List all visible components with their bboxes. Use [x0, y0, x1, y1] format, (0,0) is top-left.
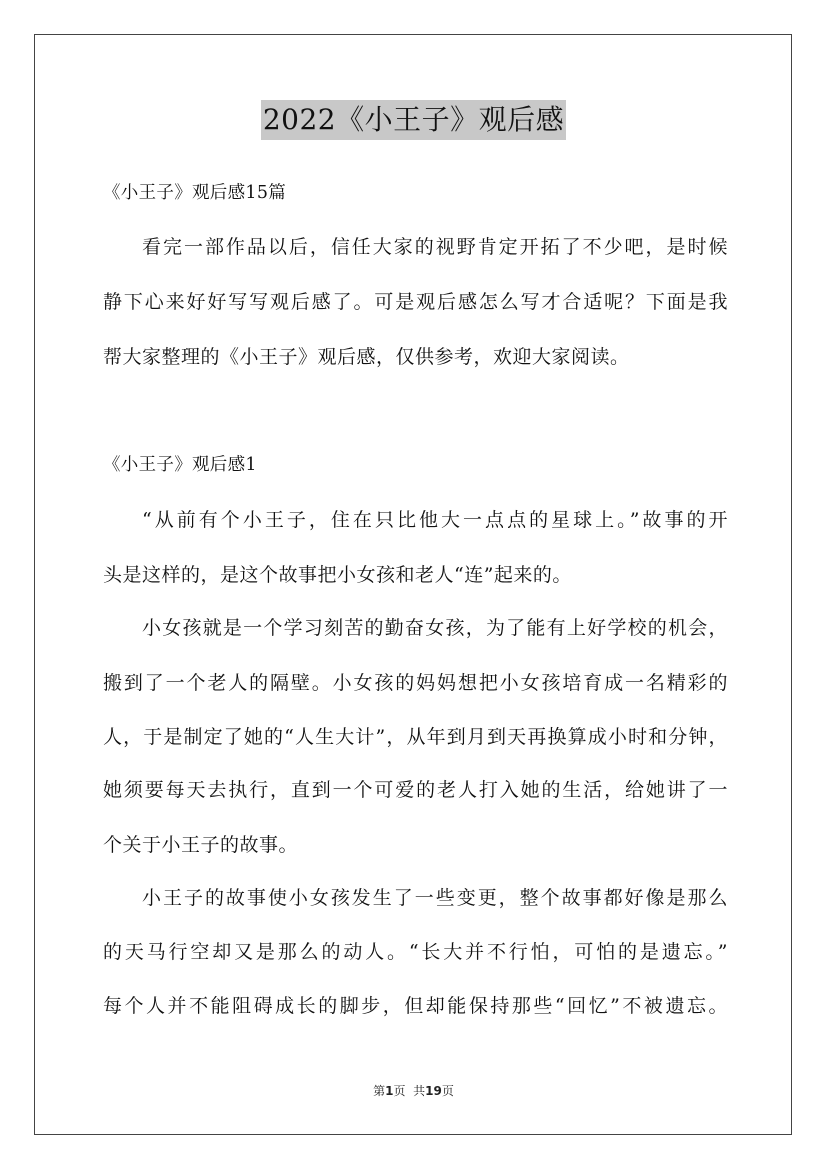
page-footer	[0, 1083, 827, 1099]
section-heading: 《小王子》观后感1	[103, 455, 257, 475]
para2-line-2: 搬到了一个老人的隔壁。小女孩的妈妈想把小女孩培育成一名精彩的	[103, 672, 728, 694]
page-suffix: 页	[393, 1084, 406, 1098]
document-title: 2022《小王子》观后感	[261, 100, 566, 140]
intro-line-3: 帮大家整理的《小王子》观后感，仅供参考，欢迎大家阅读。	[103, 346, 630, 368]
para1-line-1: “从前有个小王子，住在只比他大一点点的星球上。”故事的开	[142, 509, 728, 531]
title-container	[0, 100, 827, 140]
intro-line-2: 静下心来好好写写观后感了。可是观后感怎么写才合适呢？下面是我	[103, 291, 728, 313]
intro-line-1: 看完一部作品以后，信任大家的视野肯定开拓了不少吧，是时候	[142, 236, 728, 258]
total-pages: 19	[425, 1084, 442, 1098]
total-suffix: 页	[441, 1084, 454, 1098]
para3-line-3: 每个人并不能阻碍成长的脚步，但却能保持那些“回忆”不被遗忘。	[103, 995, 728, 1017]
para1-line-2: 头是这样的，是这个故事把小女孩和老人“连”起来的。	[103, 564, 572, 586]
total-prefix: 共	[413, 1084, 426, 1098]
para3-line-1: 小王子的故事使小女孩发生了一些变更，整个故事都好像是那么	[142, 887, 728, 909]
para2-line-4: 她须要每天去执行，直到一个可爱的老人打入她的生活，给她讲了一	[103, 779, 728, 801]
para3-line-2: 的天马行空却又是那么的动人。“长大并不行怕，可怕的是遗忘。”	[103, 941, 728, 963]
page-prefix: 第	[373, 1084, 386, 1098]
para2-line-5: 个关于小王子的故事。	[103, 834, 299, 856]
para2-line-1: 小女孩就是一个学习刻苦的勤奋女孩，为了能有上好学校的机会，	[142, 617, 728, 639]
para2-line-3: 人，于是制定了她的“人生大计”，从年到月到天再换算成小时和分钟，	[103, 726, 728, 748]
page-number: 1	[385, 1084, 394, 1098]
subtitle: 《小王子》观后感15篇	[103, 183, 287, 203]
